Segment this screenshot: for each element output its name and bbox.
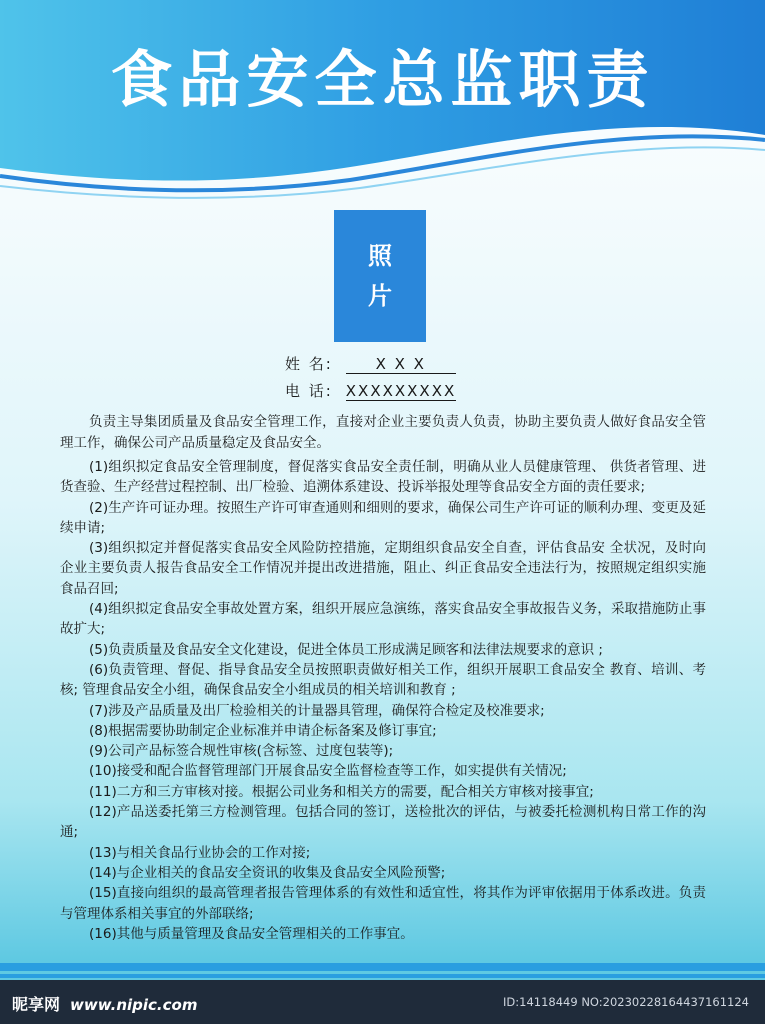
- duty-item: (1)组织拟定食品安全管理制度，督促落实食品安全责任制，明确从业人员健康管理、 供货者管理、进货查验、生产经营过程控制、出厂检验、追溯体系建设、投诉举报处理等食品安全方面的责任要求;: [60, 459, 706, 496]
- duty-item: (16)其他与质量管理及食品安全管理相关的工作事宜。: [89, 925, 414, 942]
- duty-item: (15)直接向组织的最高管理者报告管理体系的有效性和适宜性，将其作为评审依据用于体系改进。负责与管理体系相关事宜的外部联络;: [60, 885, 706, 922]
- image-id-text: ID:14118449 NO:20230228164437161124: [503, 995, 749, 1009]
- duty-item: (4)组织拟定食品安全事故处置方案，组织开展应急演练，落实食品安全事故报告义务，采取措施防止事故扩大;: [60, 601, 706, 638]
- footer-divider-thick: [0, 963, 765, 971]
- duty-item: (6)负责管理、督促、指导食品安全员按照职责做好相关工作，组织开展职工食品安全 教育、培训、考核; 管理食品安全小组，确保食品安全小组成员的相关培训和教育 ;: [60, 661, 706, 699]
- name-row: [285, 353, 456, 374]
- watermark-footer: [0, 980, 765, 1024]
- duty-item: (9)公司产品标签合规性审核(含标签、过度包装等);: [89, 743, 394, 760]
- header-banner: [0, 0, 765, 210]
- duty-item: (5)负责质量及食品安全文化建设，促进全体员工形成满足顾客和法律法规要求的意识 ;: [89, 641, 603, 658]
- duty-item: (14)与企业相关的食品安全资讯的收集及食品安全风险预警;: [89, 864, 446, 881]
- duty-item: (2)生产许可证办理。按照生产许可审查通则和细则的要求，确保公司生产许可证的顺利办理、变更及延续申请;: [60, 499, 706, 536]
- duty-item: (8)根据需要协助制定企业标准并申请企标备案及修订事宜;: [89, 722, 437, 739]
- site-logo: [12, 992, 197, 1015]
- duty-item: (7)涉及产品质量及出厂检验相关的计量器具管理，确保符合检定及校准要求;: [89, 702, 545, 719]
- photo-placeholder: [334, 210, 426, 342]
- duty-item: (10)接受和配合监督管理部门开展食品安全监督检查等工作，如实提供有关情况;: [89, 763, 567, 780]
- duty-item: (3)组织拟定并督促落实食品安全风险防控措施，定期组织食品安全自查，评估食品安 全状况，及时向企业主要负责人报告食品安全工作情况并提出改进措施，阻止、纠正食品安全违法行为，按照规定组织实施食品召回;: [60, 540, 706, 597]
- duty-item: (13)与相关食品行业协会的工作对接;: [89, 844, 311, 861]
- duty-item: (12)产品送委托第三方检测管理。包括合同的签订，送检批次的评估，与被委托检测机构日常工作的沟通;: [60, 804, 706, 841]
- name-value: X X X: [346, 355, 456, 374]
- page-title: 食品安全总监职责: [110, 43, 655, 116]
- footer-divider-thin: [0, 974, 765, 978]
- phone-value: XXXXXXXXX: [345, 382, 457, 400]
- intro-paragraph: 负责主导集团质量及食品安全管理工作，直接对企业主要负责人负责，协助主要负责人做好食品安全管理工作，确保公司产品质量稳定及食品安全。: [60, 414, 706, 451]
- photo-label-line1: 照: [368, 242, 392, 270]
- photo-label-line2: 片: [368, 282, 392, 310]
- phone-row: [285, 380, 456, 401]
- site-url: www.nipic.com: [70, 996, 198, 1014]
- phone-label: 电 话:: [285, 382, 333, 400]
- site-logo-text: 昵享网: [12, 995, 61, 1014]
- duty-item: (11)二方和三方审核对接。根据公司业务和相关方的需要，配合相关方审核对接事宜;: [89, 783, 594, 800]
- name-label: 姓 名:: [285, 355, 333, 373]
- duties-body: [60, 412, 706, 944]
